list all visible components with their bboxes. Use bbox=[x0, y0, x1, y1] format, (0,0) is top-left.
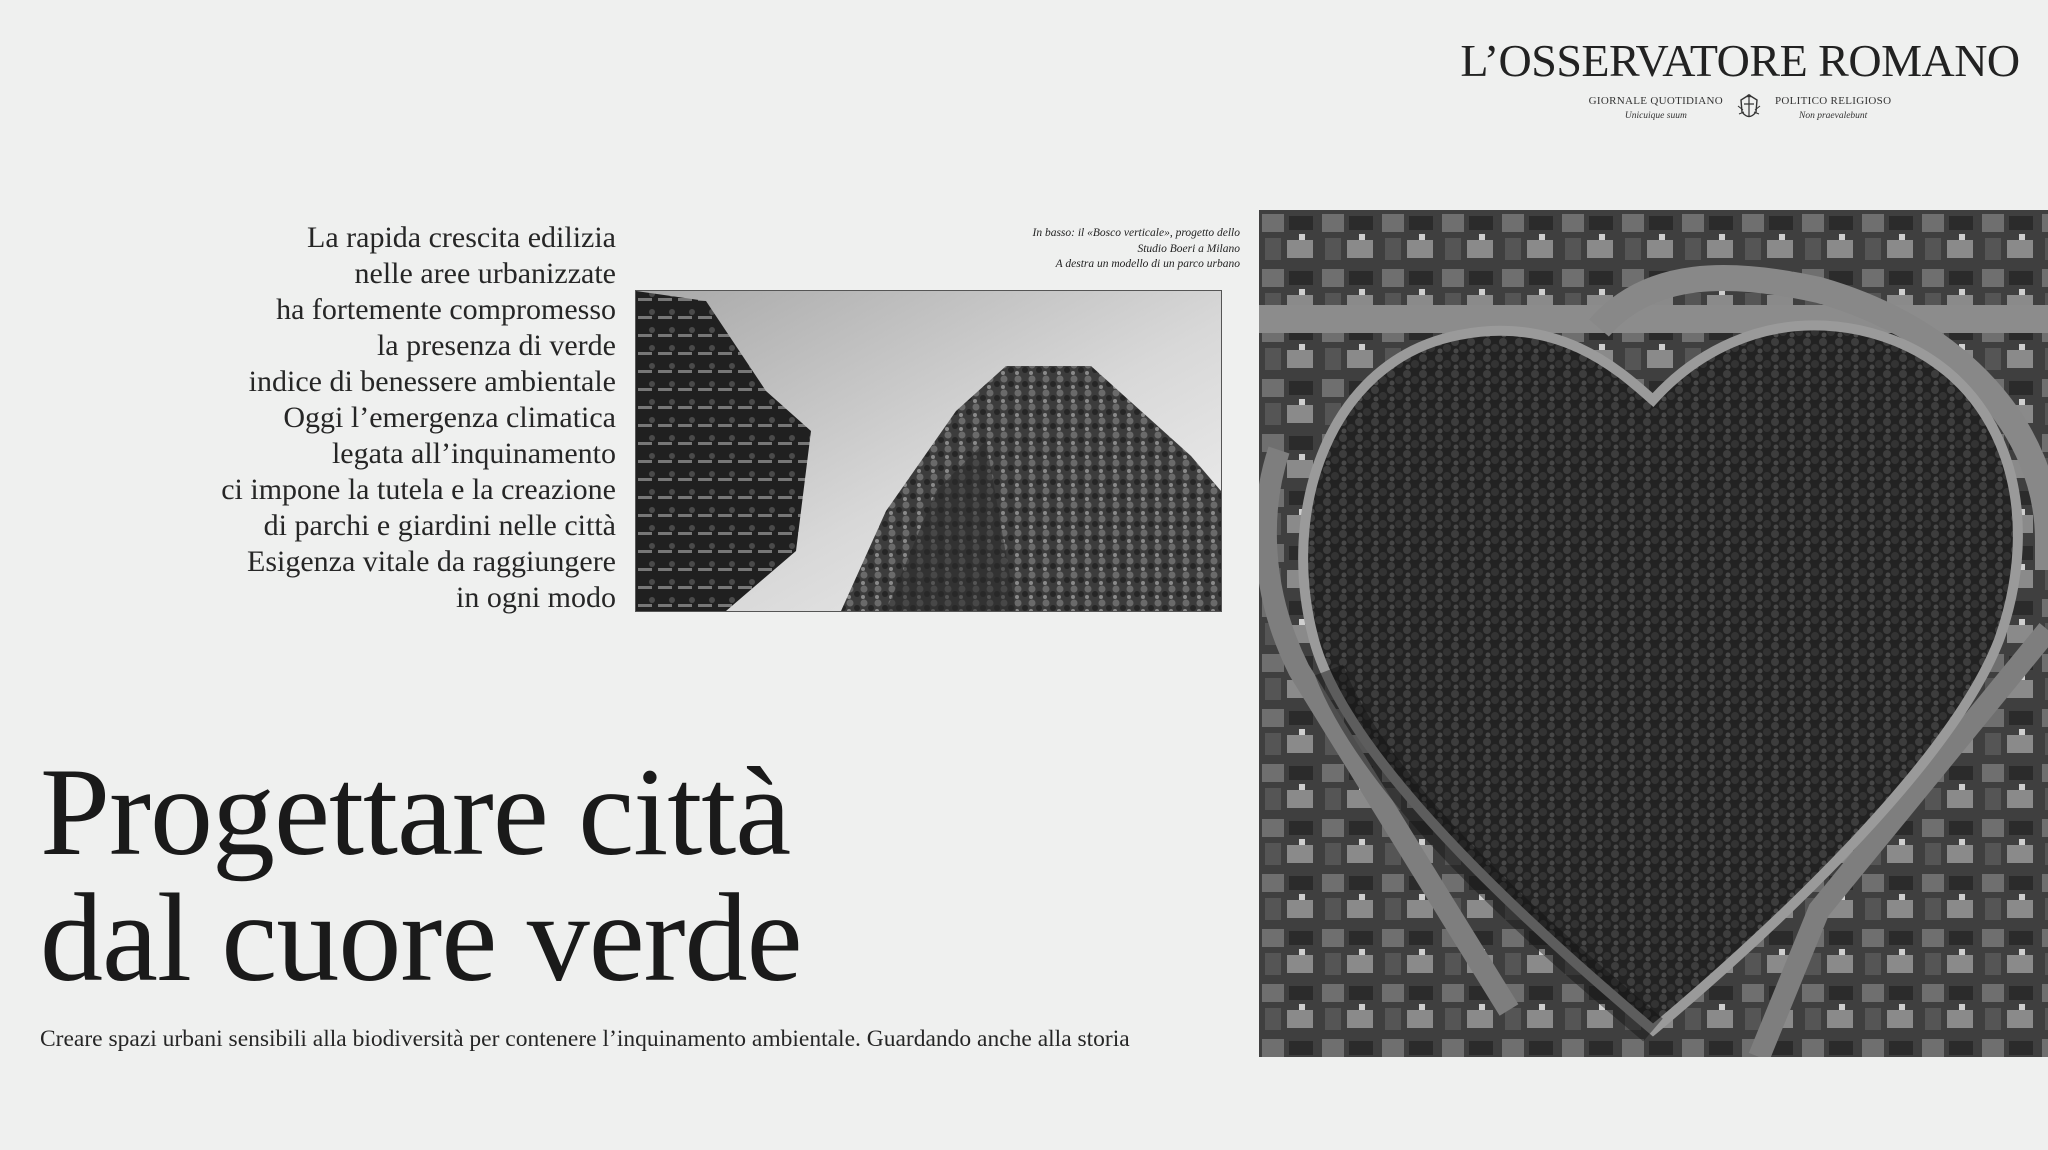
caption-line: Studio Boeri a Milano bbox=[1137, 242, 1240, 255]
bosco-verticale-photo bbox=[635, 290, 1222, 612]
heart-park-photo bbox=[1259, 210, 2048, 1057]
intro-line: indice di benessere ambientale bbox=[248, 365, 616, 398]
headline-line-2: dal cuore verde bbox=[40, 869, 802, 1008]
intro-line: ci impone la tutela e la creazione bbox=[221, 473, 616, 506]
intro-line: la presenza di verde bbox=[376, 329, 616, 362]
subtitle: Creare spazi urbani sensibili alla biodiversità per contenere l’inquinamento ambientale. Guardando anche alla storia bbox=[40, 1026, 1130, 1052]
masthead-right-motto: Non praevalebunt bbox=[1798, 111, 1868, 121]
headline bbox=[40, 743, 1200, 1008]
photo-caption bbox=[960, 226, 1240, 273]
masthead-subline bbox=[1460, 92, 2020, 124]
papal-crest-icon bbox=[1733, 92, 1765, 124]
masthead-left-motto: Unicuique suum bbox=[1624, 111, 1687, 121]
intro-line: ha fortemente compromesso bbox=[276, 293, 616, 326]
caption-line: A destra un modello di un parco urbano bbox=[1055, 258, 1240, 270]
caption-line: In basso: il «Bosco verticale», progetto dello bbox=[1032, 227, 1240, 239]
masthead-right-line: POLITICO RELIGIOSO bbox=[1775, 95, 1892, 107]
intro-line: Esigenza vitale da raggiungere bbox=[247, 545, 616, 578]
headline-line-1: Progettare città bbox=[40, 743, 791, 882]
intro-text bbox=[56, 220, 616, 616]
intro-line: in ogni modo bbox=[455, 581, 616, 614]
heart-park-image bbox=[1259, 210, 2048, 1057]
masthead-left-line: GIORNALE QUOTIDIANO bbox=[1588, 95, 1723, 107]
intro-line: di parchi e giardini nelle città bbox=[263, 509, 616, 542]
intro-line: legata all’inquinamento bbox=[331, 437, 616, 470]
masthead bbox=[1460, 35, 2020, 124]
masthead-title: L’OSSERVATORE ROMANO bbox=[1460, 35, 2020, 86]
intro-line: La rapida crescita edilizia bbox=[307, 221, 616, 254]
intro-line: Oggi l’emergenza climatica bbox=[283, 401, 616, 434]
intro-line: nelle aree urbanizzate bbox=[354, 257, 616, 290]
bosco-verticale-image bbox=[636, 291, 1221, 611]
